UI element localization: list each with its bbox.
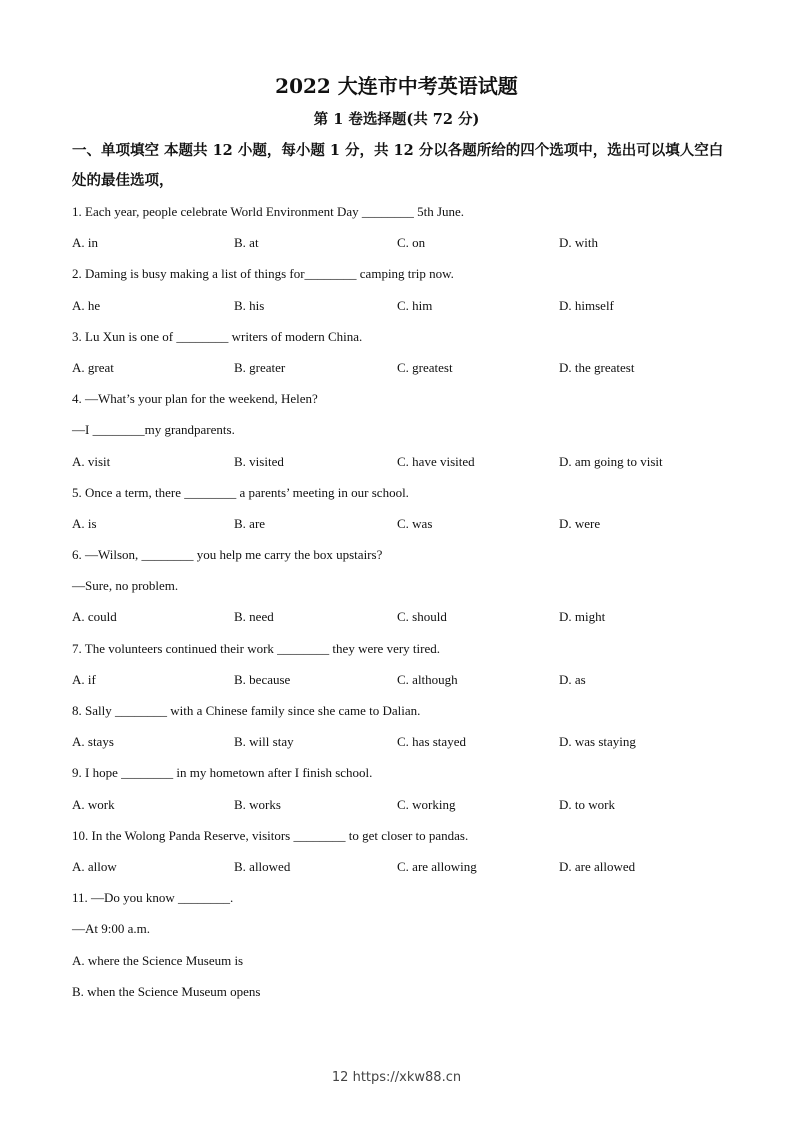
- option-c: C. working: [397, 796, 456, 812]
- option-row: [72, 726, 732, 757]
- option-b: B. will stay: [234, 734, 294, 750]
- option-d: D. was staying: [559, 734, 636, 750]
- option-b: B. because: [234, 671, 291, 687]
- question-line: 11. —Do you know ________.: [72, 890, 234, 906]
- question-line: 5. Once a term, there ________ a parents’ meeting in our school.: [72, 484, 409, 500]
- option-a: A. could: [72, 609, 117, 625]
- question-line: A. where the Science Museum is: [72, 952, 244, 968]
- option-a: A. visit: [72, 453, 111, 469]
- question-line: 8. Sally ________ with a Chinese family since she came to Dalian.: [72, 703, 421, 718]
- option-c: C. was: [397, 515, 433, 531]
- option-c: C. should: [397, 609, 447, 625]
- option-a: A. great: [72, 359, 114, 375]
- option-row: [72, 508, 732, 539]
- option-a: A. allow: [72, 858, 117, 874]
- question-line: 3. Lu Xun is one of ________ writers of modern China.: [72, 328, 363, 344]
- option-a: A. in: [72, 235, 98, 251]
- question-line: 7. The volunteers continued their work ________ they were very tired.: [72, 640, 440, 656]
- question-line: 10. In the Wolong Panda Reserve, visitors ________ to get closer to pandas.: [72, 827, 469, 843]
- option-d: D. with: [559, 235, 598, 251]
- option-c: C. although: [397, 671, 458, 687]
- option-d: D. as: [559, 671, 586, 687]
- option-d: D. himself: [559, 297, 614, 313]
- section-subtitle: 第 1 卷选择题(共 72 分): [313, 111, 480, 128]
- option-a: A. work: [72, 796, 115, 812]
- option-a: A. he: [72, 297, 101, 313]
- question-line: 9. I hope ________ in my hometown after I finish school.: [72, 765, 373, 781]
- instruction-text: 一、单项填空 本题共 12 小题，每小题 1 分，共 12 分以各题所给的四个选项中，选出可以填人空白处的最佳选项，: [72, 142, 724, 189]
- option-b: B. visited: [234, 453, 284, 469]
- option-row: [72, 664, 732, 695]
- question-line: 6. —Wilson, ________ you help me carry the box upstairs?: [72, 547, 383, 563]
- option-d: D. are allowed: [559, 858, 636, 874]
- question-line: —Sure, no problem.: [72, 578, 179, 594]
- option-row: [72, 227, 732, 258]
- option-row: [72, 601, 732, 632]
- option-row: [72, 446, 732, 477]
- page-title: 2022 大连市中考英语试题: [275, 74, 518, 98]
- page-footer: 12 https://xkw88.cn: [331, 1070, 462, 1085]
- question-line: —I ________my grandparents.: [72, 422, 235, 438]
- option-c: C. on: [397, 235, 426, 251]
- option-row: [72, 789, 732, 820]
- question-line: 4. —What’s your plan for the weekend, Helen?: [72, 391, 318, 407]
- option-a: A. is: [72, 515, 97, 531]
- option-a: A. if: [72, 671, 96, 687]
- option-a: A. stays: [72, 734, 114, 750]
- option-row: [72, 290, 732, 321]
- option-d: D. were: [559, 515, 601, 531]
- question-line: —At 9:00 a.m.: [72, 921, 150, 937]
- question-line: 1. Each year, people celebrate World Environment Day ________ 5th June.: [72, 204, 465, 219]
- option-d: D. am going to visit: [559, 453, 663, 469]
- option-c: C. him: [397, 297, 433, 313]
- question-list: [72, 196, 732, 1007]
- question-line: 2. Daming is busy making a list of things for________ camping trip now.: [72, 266, 454, 282]
- option-d: D. the greatest: [559, 359, 635, 375]
- option-b: B. are: [234, 515, 266, 531]
- option-c: C. are allowing: [397, 858, 477, 874]
- option-b: B. need: [234, 609, 274, 625]
- option-d: D. might: [559, 609, 606, 625]
- option-row: [72, 352, 732, 383]
- option-b: B. works: [234, 796, 281, 812]
- option-d: D. to work: [559, 796, 615, 812]
- option-b: B. greater: [234, 359, 286, 375]
- option-c: C. have visited: [397, 453, 475, 469]
- option-b: B. his: [234, 297, 265, 313]
- option-c: C. has stayed: [397, 734, 466, 750]
- option-b: B. at: [234, 235, 259, 251]
- option-b: B. allowed: [234, 858, 291, 874]
- option-c: C. greatest: [397, 359, 453, 375]
- option-row: [72, 851, 732, 882]
- question-line: B. when the Science Museum opens: [72, 983, 261, 999]
